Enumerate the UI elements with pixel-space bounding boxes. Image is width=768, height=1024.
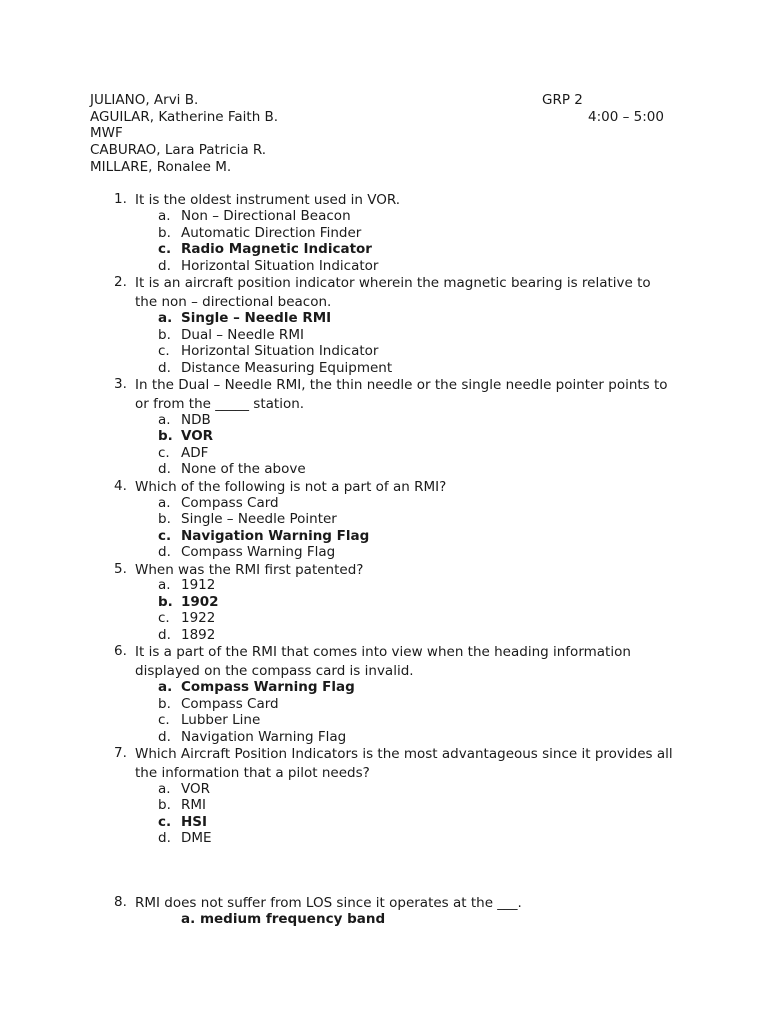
question-6-option-d xyxy=(0,729,768,746)
question-3-option-d xyxy=(0,461,768,478)
option-letter: a. xyxy=(181,911,196,927)
option-letter: c. xyxy=(158,814,172,830)
question-4-option-a xyxy=(0,495,768,512)
option-text: Dual – Needle RMI xyxy=(181,327,304,343)
option-text: Lubber Line xyxy=(181,712,261,728)
option-text: NDB xyxy=(181,412,211,428)
question-text: When was the RMI first patented? xyxy=(135,562,364,578)
question-2-option-d xyxy=(0,360,768,377)
author-name-3: CABURAO, Lara Patricia R. xyxy=(90,142,267,158)
option-letter: a. xyxy=(158,412,171,428)
option-letter: b. xyxy=(158,797,171,813)
question-5-option-a xyxy=(0,577,768,594)
question-2-option-b xyxy=(0,327,768,344)
option-letter: a. xyxy=(158,310,173,326)
question-5-option-b-answer xyxy=(0,594,768,611)
question-number: 1. xyxy=(114,191,127,207)
question-number: 7. xyxy=(114,745,127,761)
question-7-option-a xyxy=(0,781,768,798)
question-text: It is a part of the RMI that comes into view when the heading information displayed on the compass card is invalid. xyxy=(135,644,631,679)
question-7-option-b xyxy=(0,797,768,814)
schedule-time: 4:00 – 5:00 xyxy=(588,109,664,125)
question-1-option-c-answer xyxy=(0,241,768,258)
option-text xyxy=(181,911,385,928)
group-label: GRP 2 xyxy=(542,92,583,108)
option-letter: a. xyxy=(158,495,171,511)
option-text: None of the above xyxy=(181,461,306,477)
option-letter: b. xyxy=(158,428,173,444)
option-letter: d. xyxy=(158,729,171,745)
author-name-4: MILLARE, Ronalee M. xyxy=(90,159,232,175)
question-number: 2. xyxy=(114,274,127,290)
option-text: VOR xyxy=(181,781,211,797)
option-text: HSI xyxy=(181,814,208,830)
question-text: Which Aircraft Position Indicators is the most advantageous since it provides all the information that a pilot needs? xyxy=(135,746,673,781)
schedule-days: MWF xyxy=(90,125,123,141)
option-text: Compass Card xyxy=(181,696,279,712)
option-letter: b. xyxy=(158,696,171,712)
option-text: VOR xyxy=(181,428,214,444)
question-1-option-d xyxy=(0,258,768,275)
question-text: Which of the following is not a part of an RMI? xyxy=(135,479,447,495)
option-letter: b. xyxy=(158,511,171,527)
option-letter: d. xyxy=(158,258,171,274)
question-number: 8. xyxy=(114,894,127,910)
question-number: 6. xyxy=(114,643,127,659)
option-text: 1892 xyxy=(181,627,216,643)
question-8-option-a-answer xyxy=(0,911,768,928)
option-letter: d. xyxy=(158,544,171,560)
question-number: 5. xyxy=(114,561,127,577)
option-text: 1912 xyxy=(181,577,216,593)
question-text: It is the oldest instrument used in VOR. xyxy=(135,192,401,208)
option-text: Single – Needle RMI xyxy=(181,310,332,326)
option-text: Navigation Warning Flag xyxy=(181,528,370,544)
question-3-option-b-answer xyxy=(0,428,768,445)
option-letter: c. xyxy=(158,241,172,257)
option-letter: a. xyxy=(158,208,171,224)
question-5-option-d xyxy=(0,627,768,644)
option-text: Non – Directional Beacon xyxy=(181,208,351,224)
question-1-option-a xyxy=(0,208,768,225)
option-letter: b. xyxy=(158,225,171,241)
question-2-option-c xyxy=(0,343,768,360)
option-text: Distance Measuring Equipment xyxy=(181,360,393,376)
question-number: 4. xyxy=(114,478,127,494)
question-7-option-d xyxy=(0,830,768,847)
question-5-option-c xyxy=(0,610,768,627)
option-letter: b. xyxy=(158,594,173,610)
author-name-2: AGUILAR, Katherine Faith B. xyxy=(90,109,279,125)
option-text: Automatic Direction Finder xyxy=(181,225,362,241)
question-2-option-a-answer xyxy=(0,310,768,327)
question-6-option-a-answer xyxy=(0,679,768,696)
option-letter: c. xyxy=(158,712,170,728)
author-name-1: JULIANO, Arvi B. xyxy=(90,92,199,108)
option-letter: c. xyxy=(158,343,170,359)
option-letter: a. xyxy=(158,679,173,695)
option-letter: b. xyxy=(158,327,171,343)
question-text: In the Dual – Needle RMI, the thin needle or the single needle pointer points to or from the _____ station. xyxy=(135,377,668,412)
question-4-option-d xyxy=(0,544,768,561)
question-4-option-c-answer xyxy=(0,528,768,545)
option-text: RMI xyxy=(181,797,207,813)
question-1-option-b xyxy=(0,225,768,242)
question-3-option-a xyxy=(0,412,768,429)
option-text: Radio Magnetic Indicator xyxy=(181,241,372,257)
question-6-option-c xyxy=(0,712,768,729)
question-6-option-b xyxy=(0,696,768,713)
question-text: RMI does not suffer from LOS since it operates at the ___. xyxy=(135,895,522,911)
option-letter: a. xyxy=(158,781,171,797)
option-text: Compass Card xyxy=(181,495,279,511)
option-text: Horizontal Situation Indicator xyxy=(181,258,379,274)
question-number: 3. xyxy=(114,376,127,392)
option-text: ADF xyxy=(181,445,209,461)
option-letter: a. xyxy=(158,577,171,593)
question-4-option-b xyxy=(0,511,768,528)
option-text: 1922 xyxy=(181,610,216,626)
option-text: Single – Needle Pointer xyxy=(181,511,337,527)
question-7-option-c-answer xyxy=(0,814,768,831)
option-letter: d. xyxy=(158,830,171,846)
option-letter: c. xyxy=(158,445,170,461)
option-text: Compass Warning Flag xyxy=(181,679,355,695)
option-letter: d. xyxy=(158,627,171,643)
option-label: medium frequency band xyxy=(199,911,386,927)
question-3-option-c xyxy=(0,445,768,462)
option-text: Horizontal Situation Indicator xyxy=(181,343,379,359)
option-letter: d. xyxy=(158,360,171,376)
option-text: Navigation Warning Flag xyxy=(181,729,347,745)
option-letter: d. xyxy=(158,461,171,477)
question-text: It is an aircraft position indicator wherein the magnetic bearing is relative to the non – directional beacon. xyxy=(135,275,651,310)
option-letter: c. xyxy=(158,528,172,544)
option-text: Compass Warning Flag xyxy=(181,544,336,560)
option-text: DME xyxy=(181,830,212,846)
option-letter: c. xyxy=(158,610,170,626)
option-text: 1902 xyxy=(181,594,219,610)
